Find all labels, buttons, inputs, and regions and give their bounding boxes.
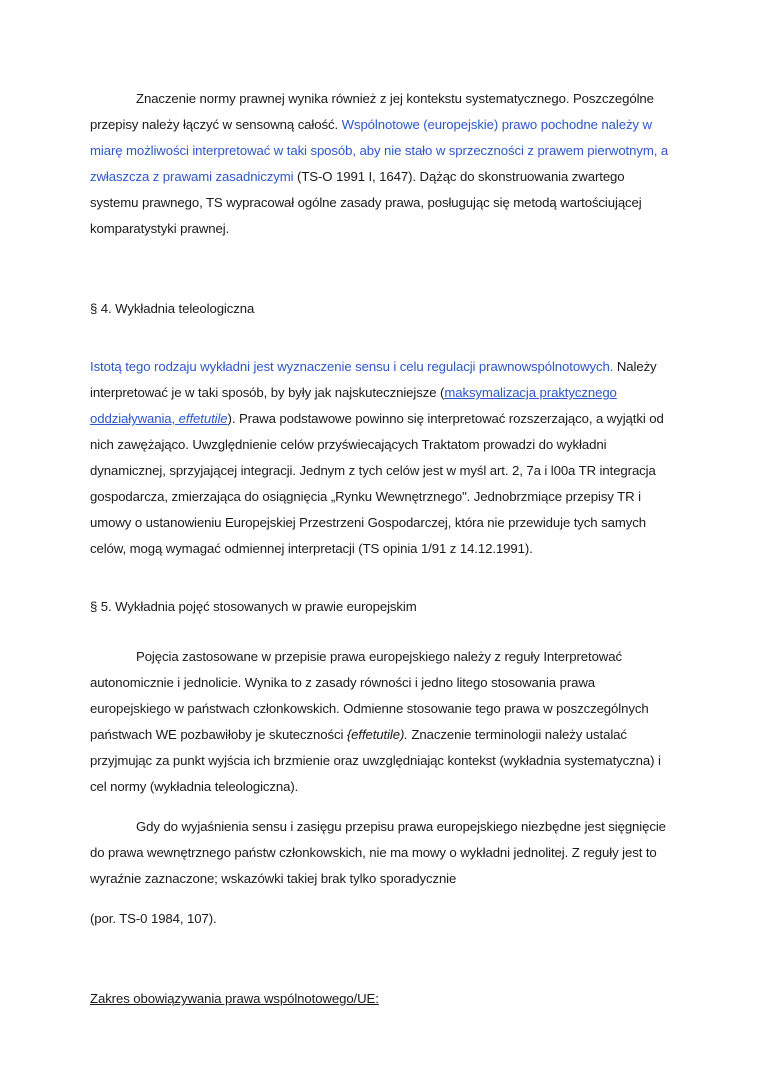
paragraph-citation: (por. TS-0 1984, 107).	[90, 911, 217, 926]
paragraph-autonomous-interpretation	[90, 644, 674, 800]
paragraph-systematic-context	[90, 86, 674, 242]
link-text: maksymalizacja praktycznego oddziaływania,	[90, 385, 617, 426]
paragraph-teleological	[90, 354, 674, 562]
link-text-italic: effetutile	[178, 411, 228, 426]
text-segment: (TS-O 1991 I, 1647). Dążąc do skonstruowania zwartego systemu prawnego, TS wypracował ogólne zasady prawa, posługując się metodą wartościującej komparatystyki prawnej.	[90, 169, 642, 236]
section-heading-5: § 5. Wykładnia pojęć stosowanych w prawie europejskim	[90, 599, 417, 614]
paragraph-national-law: Gdy do wyjaśnienia sensu i zasięgu przepisu prawa europejskiego niezbędne jest sięgnięcie do prawa wewnętrznego państw członkowskich, nie ma mowy o wykładni jednolitej. Z reguły jest to wyraźnie zaznaczone; wskazówki takiej brak tylko sporadycznie	[90, 819, 666, 886]
text-segment: Należy interpretować je w taki sposób, by były jak najskuteczniejsze (	[90, 359, 657, 400]
text-segment: Pojęcia zastosowane w przepisie prawa europejskiego należy z reguły Interpretować autonomicznie i jednolicie. Wynika to z zasady równości i jedno litego stosowania prawa europejskiego w państwach członkowskich. Odmienne stosowanie tego prawa w poszczególnych państwach WE pozbawiłoby je skuteczności	[90, 649, 649, 742]
highlighted-text: Istotą tego rodzaju wykładni jest wyznaczenie sensu i celu regulacji prawnowspólnotowych.	[90, 359, 614, 374]
highlighted-text: Wspólnotowe (europejskie) prawo pochodne należy w miarę możliwości interpretować w taki sposób, aby nie stało w sprzeczności z prawem pierwotnym, a zwłaszcza z prawami zasadniczymi	[90, 117, 669, 184]
scope-heading: Zakres obowiązywania prawa wspólnotowego/UE:	[90, 991, 379, 1006]
section-heading-4: § 4. Wykładnia teleologiczna	[90, 301, 255, 316]
text-segment: Znaczenie terminologii należy ustalać przyjmując za punkt wyjścia ich brzmienie oraz uwzględniając kontekst (wykładnia systematyczna) i cel normy (wykładnia teleologiczna).	[90, 727, 661, 794]
text-segment: ). Prawa podstawowe powinno się interpretować rozszerzająco, a wyjątki od nich zawężająco. Uwzględnienie celów przyświecających Traktatom prowadzi do wykładni dynamicznej, sprzyjającej integracji. Jednym z tych celów jest w myśl art. 2, 7a i l00a TR integracja gospodarcza, zmierzająca do osiągnięcia „Rynku Wewnętrznego". Jednobrzmiące przepisy TR i umowy o ustanowieniu Europejskiej Przestrzeni Gospodarczej, która nie przewiduje tych samych celów, mogą wymagać odmiennej interpretacji (TS opinia 1/91 z 14.12.1991).	[90, 411, 664, 556]
text-segment: Znaczenie normy prawnej wynika również z jej kontekstu systematycznego. Poszczególne przepisy należy łączyć w sensowną całość.	[90, 91, 654, 132]
italic-text: {effetutile).	[346, 727, 408, 742]
